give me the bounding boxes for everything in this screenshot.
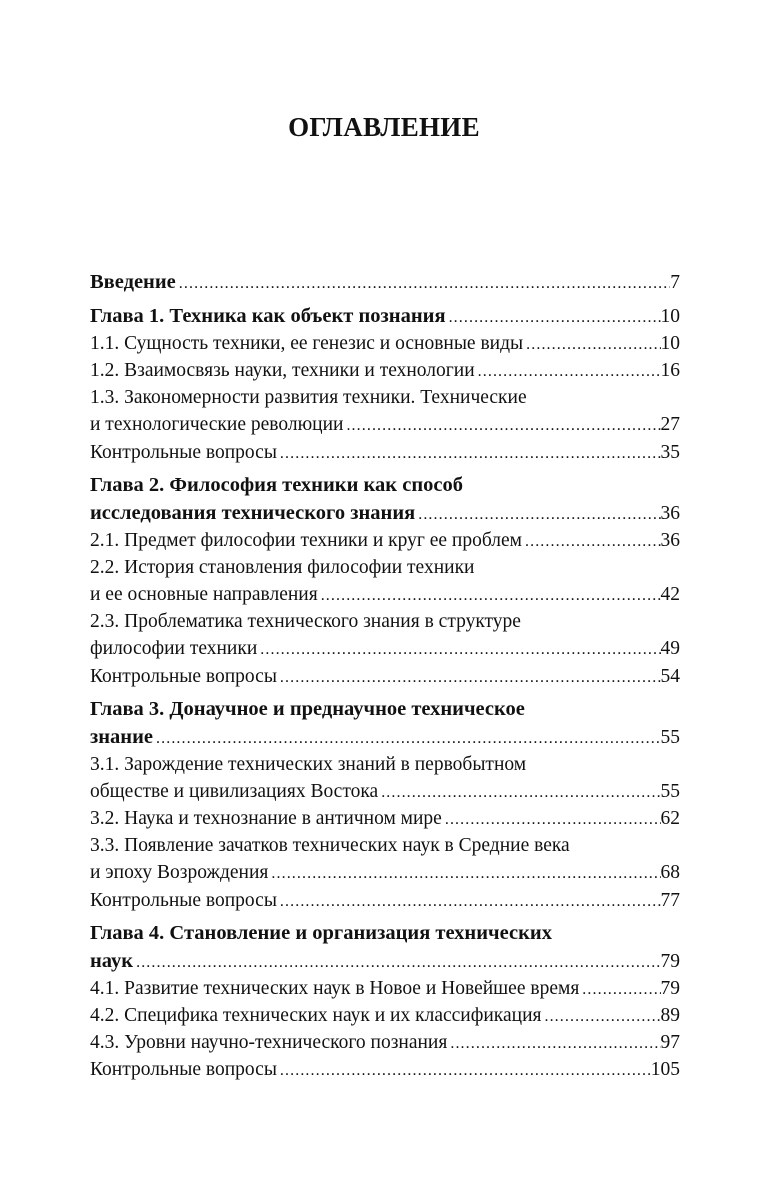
toc-entry-title: 2.3. Проблематика технического знания в структуре xyxy=(90,611,521,633)
dot-leader xyxy=(522,528,661,555)
toc-line xyxy=(90,859,680,886)
toc-line xyxy=(90,920,680,947)
toc-page-number: 55 xyxy=(660,726,680,748)
toc-chapter-entry xyxy=(90,269,680,296)
toc-line xyxy=(90,500,680,527)
dot-leader xyxy=(153,725,660,752)
toc-page-number: 27 xyxy=(660,414,680,436)
toc-line xyxy=(90,1002,680,1029)
toc-line xyxy=(90,778,680,805)
toc-entry xyxy=(90,832,680,886)
dot-leader xyxy=(415,501,660,528)
toc-chapter-entry xyxy=(90,472,680,526)
toc-entry-title: 4.3. Уровни научно-технического познания xyxy=(90,1032,448,1054)
toc-line xyxy=(90,635,680,662)
toc-entry-title: исследования технического знания xyxy=(90,501,416,524)
toc-entry-title: и ее основные направления xyxy=(90,584,318,606)
toc-entry-title: 4.1. Развитие технических наук в Новое и Новейшее время xyxy=(90,977,580,999)
toc-page-number: 10 xyxy=(660,332,680,354)
toc-line xyxy=(90,948,680,975)
toc-entry-title: Контрольные вопросы xyxy=(90,889,277,911)
toc-page-number: 49 xyxy=(660,638,680,660)
toc-line xyxy=(90,608,680,635)
toc-page-number: 79 xyxy=(660,950,680,972)
toc-page-number: 105 xyxy=(650,1059,680,1081)
toc-entry xyxy=(90,887,680,914)
toc-page-number: 36 xyxy=(660,529,680,551)
toc-page-number: 79 xyxy=(660,977,680,999)
toc-chapter-entry xyxy=(90,696,680,750)
toc-chapter-entry xyxy=(90,920,680,974)
dot-leader xyxy=(523,331,660,358)
toc-page-number: 42 xyxy=(660,584,680,606)
toc-entry-title: философии техники xyxy=(90,638,258,660)
toc-line xyxy=(90,384,680,411)
toc-entry xyxy=(90,357,680,384)
toc-entry-title: Введение xyxy=(90,271,176,293)
toc-line xyxy=(90,805,680,832)
toc-entry xyxy=(90,527,680,554)
toc-entry-title: Контрольные вопросы xyxy=(90,441,277,463)
toc-line xyxy=(90,411,680,438)
toc-line xyxy=(90,303,680,330)
toc-entry-title: Глава 1. Техника как объект познания xyxy=(90,304,446,327)
toc-line xyxy=(90,663,680,690)
toc-entry xyxy=(90,751,680,805)
toc-line xyxy=(90,269,680,296)
dot-leader xyxy=(541,1003,660,1030)
toc-line xyxy=(90,724,680,751)
toc-entry-title: 4.2. Специфика технических наук и их классификация xyxy=(90,1004,542,1026)
toc-line xyxy=(90,751,680,778)
toc-page-number: 54 xyxy=(660,665,680,687)
toc-line xyxy=(90,330,680,357)
toc-entry xyxy=(90,1029,680,1056)
toc-entry-title: и технологические революции xyxy=(90,414,344,436)
toc-line xyxy=(90,832,680,859)
toc-page-number: 7 xyxy=(670,272,680,293)
toc-line xyxy=(90,887,680,914)
dot-leader xyxy=(257,636,660,663)
dot-leader xyxy=(133,949,660,976)
toc-entry xyxy=(90,975,680,1002)
toc-entry-title: 3.2. Наука и технознание в античном мире xyxy=(90,808,442,830)
toc-entry-title: Глава 2. Философия техники как способ xyxy=(90,474,463,497)
toc-page-number: 89 xyxy=(660,1004,680,1026)
toc-entry xyxy=(90,608,680,662)
toc-line xyxy=(90,439,680,466)
dot-leader xyxy=(442,806,661,833)
toc-entry xyxy=(90,1056,680,1083)
toc-entry-title: 1.3. Закономерности развития техники. Технические xyxy=(90,387,527,409)
dot-leader xyxy=(268,860,660,887)
toc-line xyxy=(90,1056,680,1083)
toc-line xyxy=(90,357,680,384)
toc-line xyxy=(90,581,680,608)
toc-entry-title: Глава 4. Становление и организация технических xyxy=(90,922,552,945)
toc-entry-title: Контрольные вопросы xyxy=(90,665,277,687)
dot-leader xyxy=(277,888,661,915)
toc-page-number: 10 xyxy=(660,305,680,327)
dot-leader xyxy=(318,582,661,609)
dot-leader xyxy=(378,779,660,806)
toc-entry-title: обществе и цивилизациях Востока xyxy=(90,780,379,802)
dot-leader xyxy=(176,270,670,297)
toc-line xyxy=(90,975,680,1002)
toc-page-number: 35 xyxy=(660,441,680,463)
toc-entry-title: 3.1. Зарождение технических знаний в первобытном xyxy=(90,753,527,775)
toc-entry-title: 1.2. Взаимосвязь науки, техники и технологии xyxy=(90,360,475,382)
toc-line xyxy=(90,527,680,554)
toc-page-number: 77 xyxy=(660,889,680,911)
table-of-contents xyxy=(90,269,680,1083)
toc-entry-title: и эпоху Возрождения xyxy=(90,862,269,884)
dot-leader xyxy=(475,358,661,385)
toc-page-number: 62 xyxy=(660,808,680,830)
toc-line xyxy=(90,1029,680,1056)
dot-leader xyxy=(343,412,660,439)
toc-page-number: 97 xyxy=(660,1032,680,1054)
toc-entry-title: Глава 3. Донаучное и преднаучное техническое xyxy=(90,698,525,721)
toc-entry-title: 2.1. Предмет философии техники и круг ее проблем xyxy=(90,529,522,551)
toc-line xyxy=(90,696,680,723)
toc-chapter-entry xyxy=(90,303,680,330)
toc-line xyxy=(90,554,680,581)
toc-entry xyxy=(90,439,680,466)
dot-leader xyxy=(447,1030,660,1057)
toc-page-number: 36 xyxy=(660,502,680,524)
toc-entry-title: 3.3. Появление зачатков технических наук в Средние века xyxy=(90,835,570,857)
dot-leader xyxy=(277,1057,651,1084)
toc-entry-title: 1.1. Сущность техники, ее генезис и основные виды xyxy=(90,332,524,354)
toc-entry xyxy=(90,554,680,608)
toc-page-number: 55 xyxy=(660,780,680,802)
toc-entry xyxy=(90,384,680,438)
toc-entry xyxy=(90,663,680,690)
dot-leader xyxy=(446,304,661,331)
dot-leader xyxy=(579,976,660,1003)
toc-entry xyxy=(90,805,680,832)
toc-page-number: 68 xyxy=(660,862,680,884)
toc-entry-title: наук xyxy=(90,949,134,972)
toc-entry xyxy=(90,330,680,357)
dot-leader xyxy=(277,440,661,467)
page-title: ОГЛАВЛЕНИЕ xyxy=(288,112,480,142)
dot-leader xyxy=(277,664,661,691)
toc-line xyxy=(90,472,680,499)
toc-entry-title: знание xyxy=(90,725,154,748)
toc-entry-title: 2.2. История становления философии техники xyxy=(90,556,475,578)
toc-page-number: 16 xyxy=(660,360,680,382)
toc-entry xyxy=(90,1002,680,1029)
toc-entry-title: Контрольные вопросы xyxy=(90,1059,277,1081)
